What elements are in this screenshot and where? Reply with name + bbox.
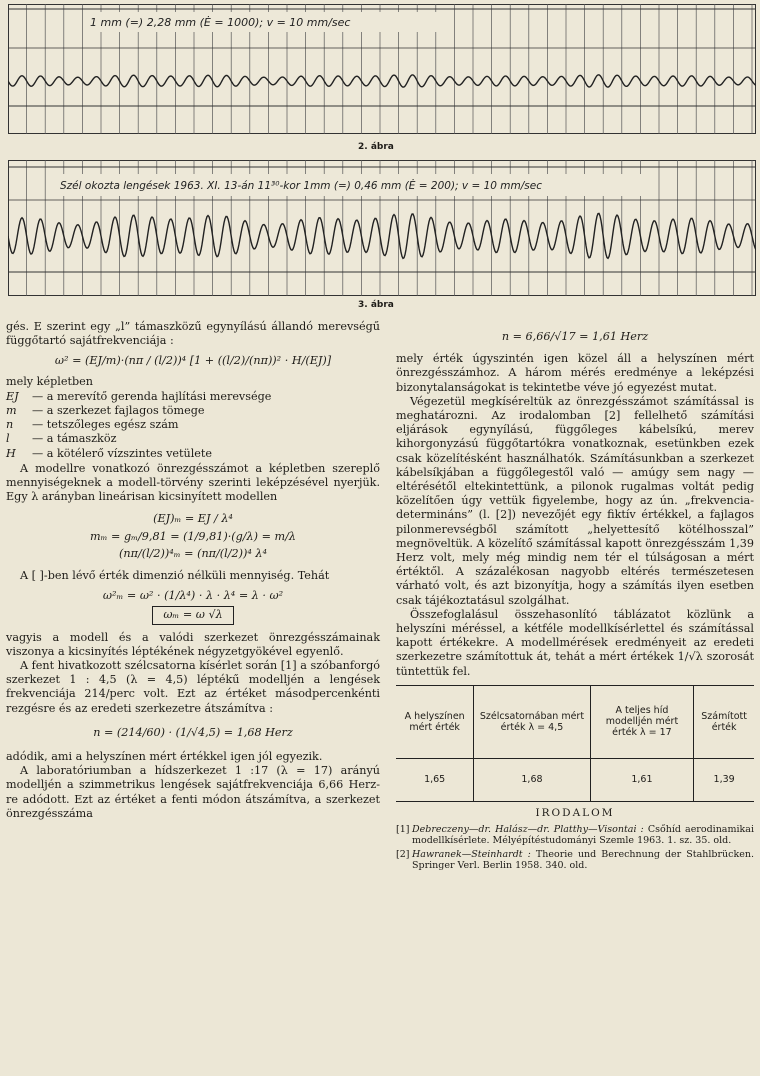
definition-item: n — tetszőleges egész szám	[6, 418, 179, 432]
figure-2-header: 1 mm (=) 2,28 mm (Ė = 1000); v = 10 mm/sec	[90, 16, 351, 29]
figure-3	[8, 160, 756, 296]
oscillogram-3	[8, 160, 756, 296]
right-paragraph-1: mely érték úgyszintén igen közel áll a helyszínen mért önrezgésszámhoz. A három mérés eredménye a leképzési bizonytalanságokat is tekintetbe véve jó egyezést mutat.	[396, 352, 754, 394]
left-paragraph-8: A laboratóriumban a hídszerkezet 1 :17 (λ = 17) arányú modelljén a szimmetrikus lengések sajátfrekvenciája 6,66 Herz-re adódott. Ezt az értéket a fenti módon átszámítva, a szerkezet önrezgésszáma	[6, 764, 380, 820]
reference-item: [2] Hawranek—Steinhardt : Theorie und Berechnung der Stahlbrücken. Springer Verl. Berlin 1958. 340. old.	[396, 848, 754, 872]
results-table	[396, 685, 754, 802]
equation-n-wind-tunnel: n = (214/60) · (1/√4,5) = 1,68 Herz	[93, 725, 293, 739]
table-header: Számított érték	[694, 685, 754, 758]
equation-ej-model: (EJ)ₘ = EJ / λ⁴	[153, 512, 233, 526]
definition-item: H — a kötélerő vízszintes vetülete	[6, 446, 213, 460]
left-paragraph-5: vagyis a modell és a valódi szerkezet önrezgésszámainak viszonya a kicsinyítés léptékének négyzetgyökével egyenlő.	[6, 630, 380, 658]
table-cell: 1,39	[694, 758, 754, 801]
equation-frequency: ω² = (EJ/m)·(nπ / (l/2))⁴ [1 + ((l/2)/(nπ))² · H/(EJ)]	[54, 354, 332, 368]
references-title: IRODALOM	[535, 807, 615, 820]
left-paragraph-2: mely képletben	[6, 374, 93, 388]
oscillogram-2	[8, 4, 756, 134]
figure-2-caption: 2. ábra	[358, 142, 394, 152]
equation-omega-squared: ω²ₘ = ω² · (1/λ⁴) · λ · λ⁴ = λ · ω²	[102, 589, 284, 603]
table-header: A helyszínen mért érték	[396, 685, 474, 758]
figure-3-header: Szél okozta lengések 1963. XI. 13-án 11³⁰-kor 1mm (=) 0,46 mm (Ė = 200); v = 10 mm/sec	[60, 180, 543, 192]
figure-2	[8, 4, 756, 140]
definition-item: l — a támaszköz	[6, 432, 117, 446]
left-paragraph-4: A [ ]-ben lévő érték dimenzió nélküli mennyiség. Tehát	[20, 569, 330, 583]
table-cell: 1,68	[474, 758, 590, 801]
left-paragraph-6: A fent hivatkozott szélcsatorna kísérlet során [1] a szóbanforgó szerkezet 1 : 4,5 (λ = 4,5) léptékű modelljén a lengések frekvenciája 214/perc volt. Ezt az értéket másodpercenkénti rezgésre és az eredeti szerkezetre átszámítva :	[6, 659, 380, 715]
table-cell: 1,61	[590, 758, 694, 801]
figure-3-caption: 3. ábra	[358, 300, 394, 310]
equation-omega-model: ωₘ = ω √λ	[6, 606, 380, 624]
definition-item: EJ — a merevítő gerenda hajlítási merevsége	[6, 389, 272, 403]
table-header: Szélcsatornában mért érték λ = 4,5	[474, 685, 590, 758]
left-paragraph-3: A modellre vonatkozó önrezgésszámot a képletben szereplő mennyiségeknek a modell-törvény szerinti leképzésével nyerjük. Egy λ arányban lineárisan kicsinyített modellen	[6, 461, 380, 504]
table-header: A teljes híd modelljén mért érték λ = 17	[590, 685, 694, 758]
equation-mass-model: mₘ = gₘ/9,81 = (1/9,81)·(g/λ) = m/λ	[90, 529, 296, 543]
table-cell: 1,65	[396, 758, 474, 801]
reference-item: [1] Debreczeny—dr. Halász—dr. Platthy—Visontai : Csőhíd aerodinamikai modellkísérlete. Mélyépítéstudományi Szemle 1963. 1. sz. 35. old.	[396, 823, 754, 847]
left-paragraph-1: gés. E szerint egy „l” támaszközű egynyílású állandó merevségű függőtartó sajátfrekvenciája :	[6, 320, 380, 348]
symbol-definitions	[6, 390, 380, 461]
table-header-row	[396, 685, 754, 758]
right-paragraph-2: Végezetül megkíséreltük az önrezgésszámot számítással is meghatározni. Az irodalomban [2] fellelhető számítási eljárások egynyílású, függőleges kábelsíkú, merev kihorgonyzású függőtartókra vonatkoznak, esetünkben ezek csak közelítésként használhatók. Számításunkban a szerkezet kábelsíkjában a függőlegestől való — amúgy sem nagy — eltérésétől eltekintettünk, a pilonok rugalmas voltát pedig közelítően úgy vettük figyelembe, hogy az ún. „frekvencia-determináns” (l. [2]) nevezőjét egy fiktív értékkel, a fajlagos pilonmerevségből számított „helyettesítő kötélhosszal” megnöveltük. A közelítő számítással kapott önrezgésszám 1,39 Herz volt, mely még mindig nem tér el túlságosan a mért értéktől. A százalékosan nagyobb eltérés természetesen várható volt, és azt bizonyítja, hogy a számítás ilyen esetben csak tájékoztatásul szolgálhat.	[396, 394, 754, 607]
right-column	[396, 330, 754, 874]
left-paragraph-7: adódik, ami a helyszínen mért értékkel igen jól egyezik.	[6, 750, 323, 764]
left-column	[6, 320, 380, 821]
references	[396, 808, 754, 872]
equation-n-bridge-model: n = 6,66/√17 = 1,61 Herz	[501, 330, 649, 343]
equation-n-model: (nπ/(l/2))⁴ₘ = (nπ/(l/2))⁴ λ⁴	[119, 546, 267, 560]
right-paragraph-3: Összefoglalásul összehasonlító táblázatot közlünk a helyszíni méréssel, a kétféle modellkísérlettel és számítással kapott értékekre. A modellmérések eredményeit az eredeti szerkezetre számítottuk át, tehát a mért értékek 1/√λ szorosát tüntettük fel.	[396, 607, 754, 678]
table-row	[396, 758, 754, 801]
definition-item: m — a szerkezet fajlagos tömege	[6, 404, 205, 418]
